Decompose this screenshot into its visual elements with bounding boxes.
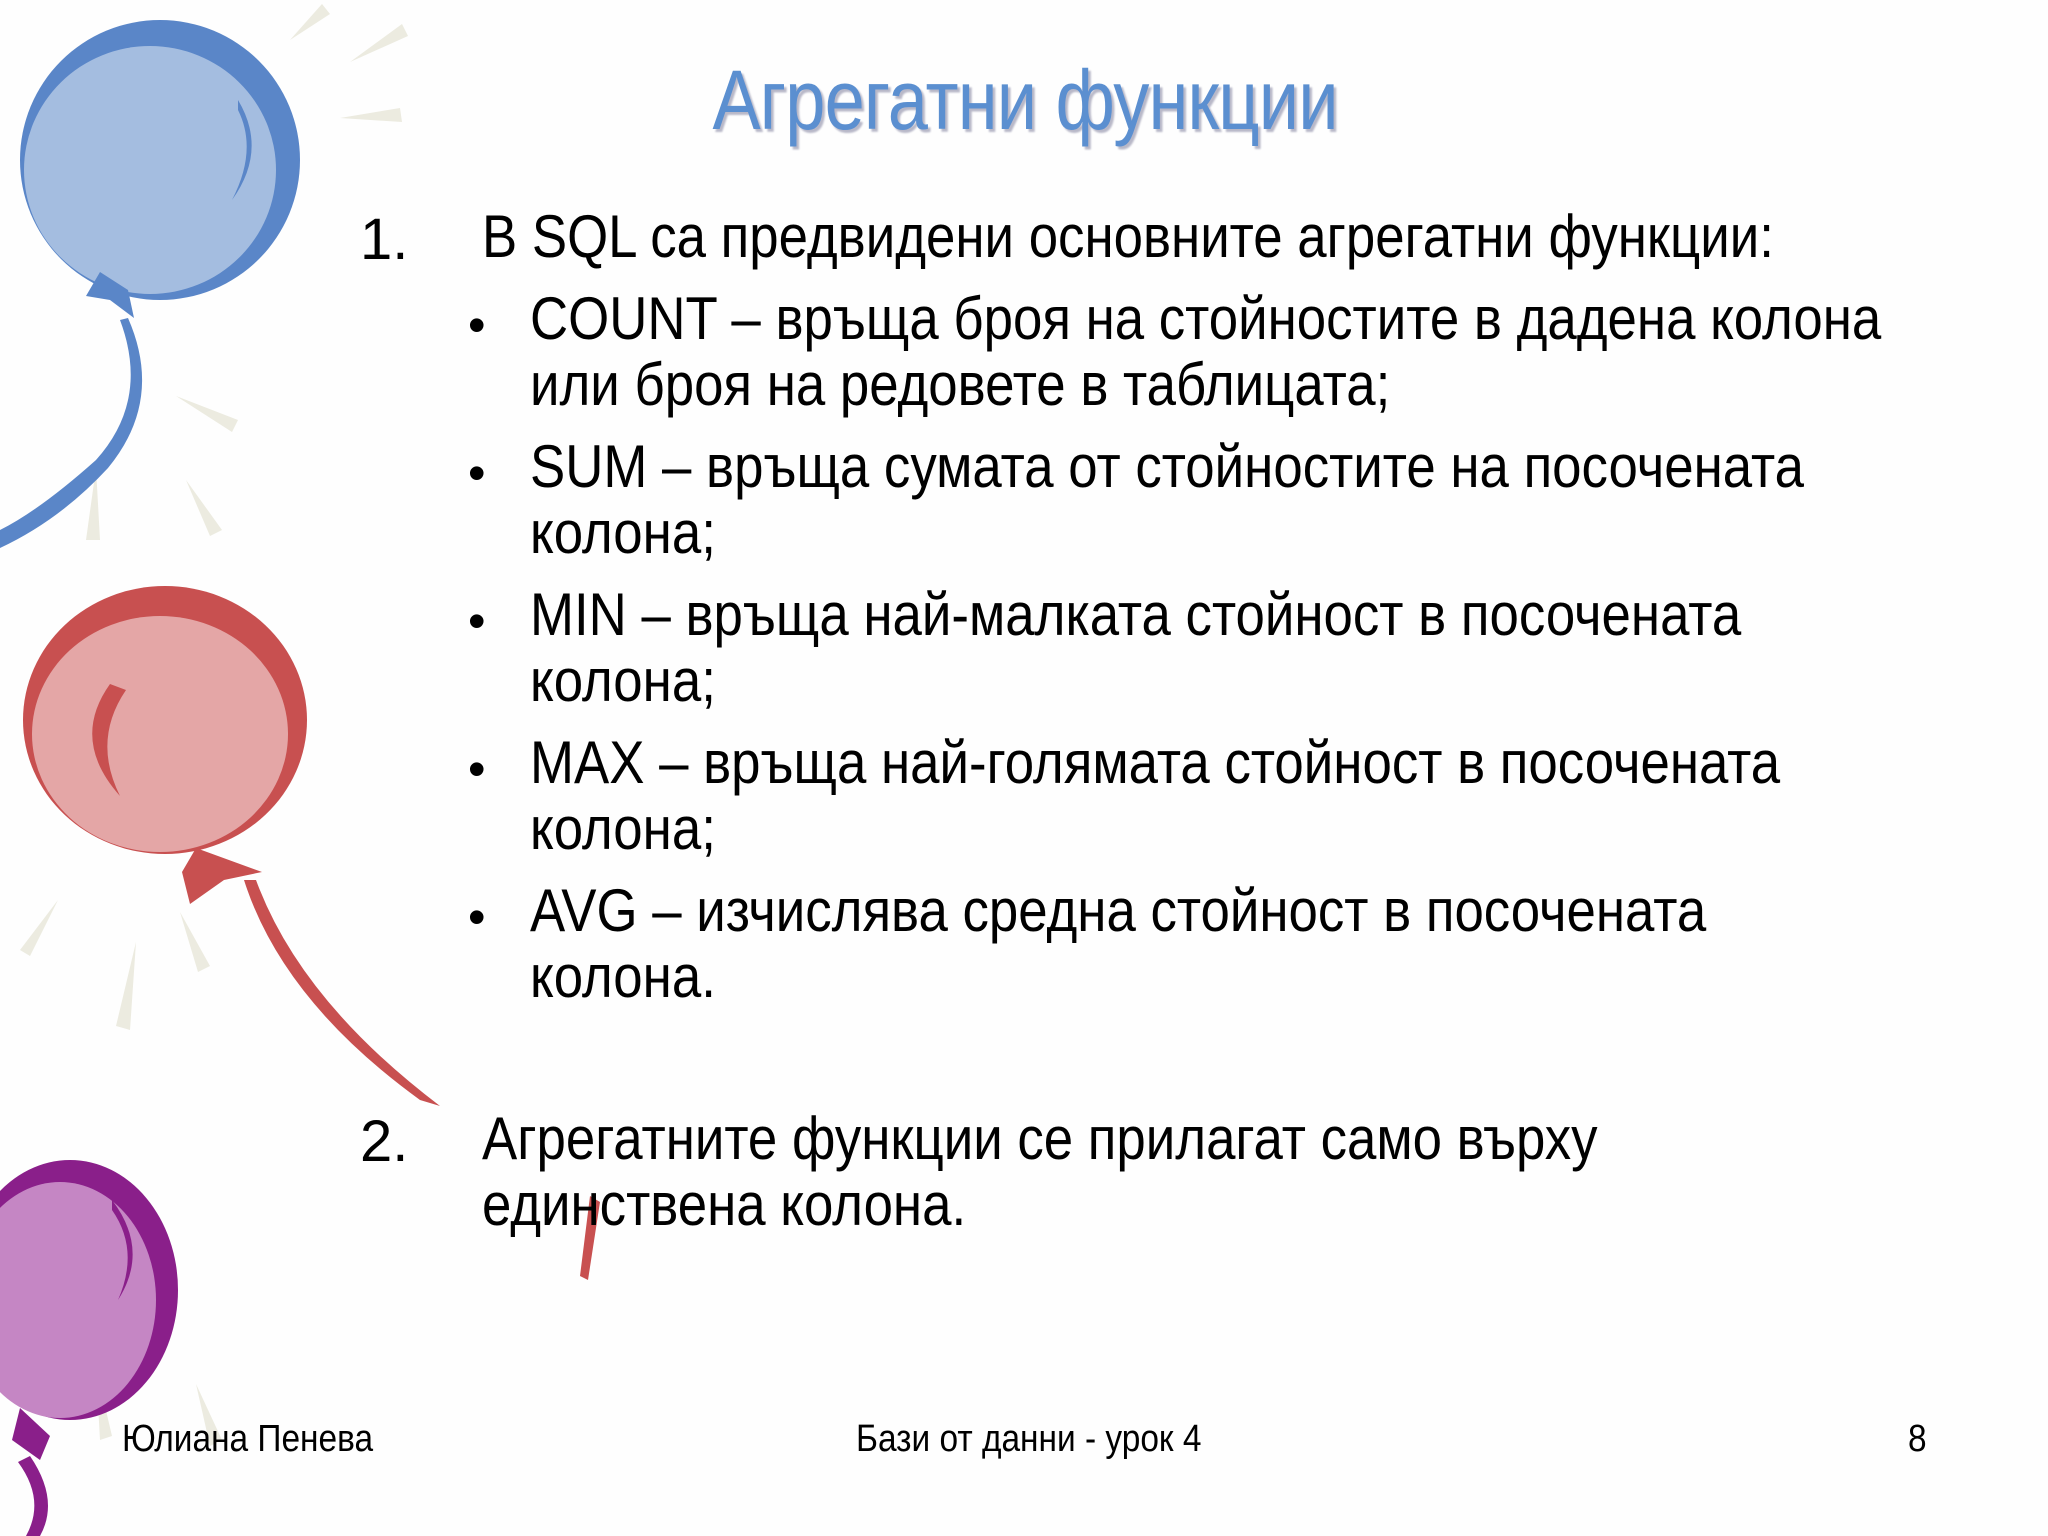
bullet-avg-line1: AVG – изчислява средна стойност в посочената <box>530 877 1707 944</box>
bullet-max-line1: MAX – връща най-голямата стойност в посочената <box>530 729 1781 796</box>
item-text-2-line2: единствена колона. <box>482 1171 967 1238</box>
item-text-2-line1: Агрегатните функции се прилагат само върху <box>482 1105 1598 1172</box>
bullet-avg-line2: колона. <box>530 943 716 1010</box>
bullet-marker: • <box>468 741 486 797</box>
bullet-marker: • <box>468 297 486 353</box>
footer-page-number: 8 <box>1908 1418 1927 1460</box>
bullet-marker: • <box>468 593 486 649</box>
footer-author: Юлиана Пенева <box>122 1418 374 1460</box>
bullet-count-line2: или броя на редовете в таблицата; <box>530 351 1391 418</box>
slide-title: Агрегатни функции <box>712 53 1338 147</box>
bullet-marker: • <box>468 889 486 945</box>
bullet-max-line2: колона; <box>530 795 716 862</box>
item-text-1: В SQL са предвидени основните агрегатни функции: <box>482 203 1774 270</box>
bullet-marker: • <box>468 445 486 501</box>
bullet-min-line1: MIN – връща най-малката стойност в посочената <box>530 581 1742 648</box>
footer-course: Бази от данни - урок 4 <box>856 1418 1202 1460</box>
bullet-sum-line1: SUM – връща сумата от стойностите на посочената <box>530 433 1804 500</box>
bullet-sum-line2: колона; <box>530 499 716 566</box>
bullet-min-line2: колона; <box>530 647 716 714</box>
item-number-1: 1. <box>360 207 409 272</box>
item-number-2: 2. <box>360 1109 409 1174</box>
bullet-count-line1: COUNT – връща броя на стойностите в дадена колона <box>530 285 1882 352</box>
